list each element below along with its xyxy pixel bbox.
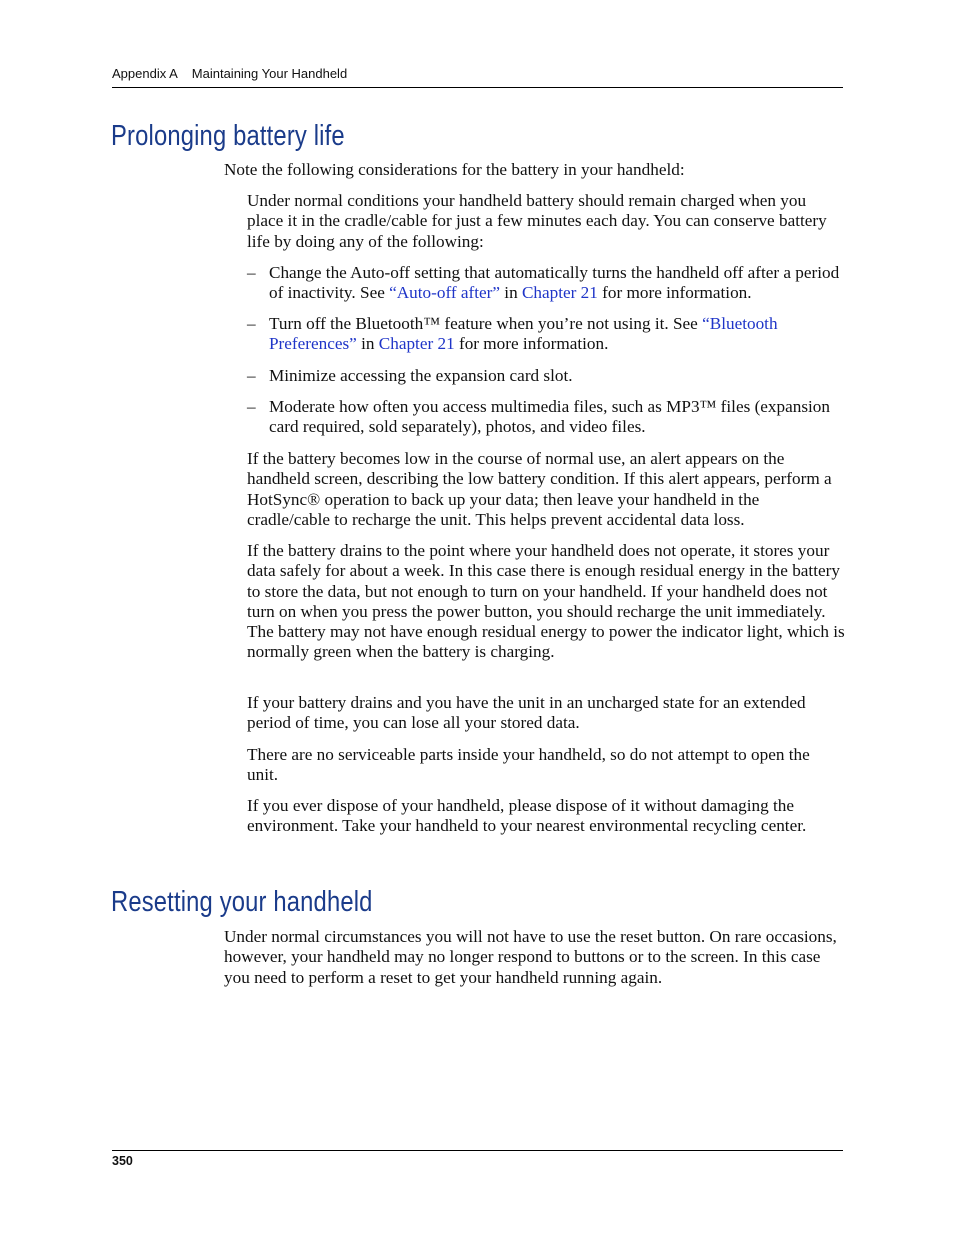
bullet-dash: – [247,263,256,282]
link-auto-off-after[interactable]: “Auto-off after” [389,283,500,303]
bullet-text: Minimize accessing the expansion card slot. [269,366,573,385]
paragraph-normal-conditions: Under normal conditions your handheld battery should remain charged when you place it in the cradle/cable for just a few minutes each day. You can conserve battery life by doing any of the following: [247,191,827,251]
link-bluetooth-preferences[interactable]: “Bluetooth Preferences” [269,314,778,354]
running-header [112,66,843,88]
header-chapter-title: Maintaining Your Handheld [191,66,348,81]
bullet-text: Moderate how often you access multimedia files, such as MP3™ files (expansion card required, sold separately), photos, and video files. [269,397,830,437]
bullet-dash: – [247,314,256,333]
bullet-expansion-slot [247,366,845,386]
paragraph-reset-intro: Under normal circumstances you will not have to use the reset button. On rare occasions, however, your handheld may no longer respond to buttons or to the screen. In this case you need to perform a reset to get your handheld running again. [224,927,837,987]
link-chapter-21[interactable]: Chapter 21 [521,283,598,303]
bullet-text: Turn off the Bluetooth™ feature when you’re not using it. See [269,314,703,333]
bullet-multimedia [247,397,845,438]
section-intro: Note the following considerations for the battery in your handheld: [224,160,685,179]
paragraph-battery-drains: If the battery drains to the point where your handheld does not operate, it stores your data safely for about a week. In this case there is enough residual energy in the battery to store the data, but not enough to turn on your handheld. If your handheld does not turn on when you press the power button, you should recharge the unit immediately. The battery may not have enough residual energy to power the indicator light, which is normally green when the battery is charging. [247,541,845,662]
bullet-dash: – [247,397,256,416]
page-number: 350 [112,1154,133,1168]
paragraph-serviceable-parts: There are no serviceable parts inside your handheld, so do not attempt to open the unit. [247,745,810,785]
section-title-resetting: Resetting your handheld [111,886,373,918]
bullet-text: Change the Auto-off setting that automatically turns the handheld off after a period of inactivity. See [269,263,840,303]
bullet-text: for more information. [454,334,609,354]
bullet-text: in [356,334,379,354]
paragraph-low-battery: If the battery becomes low in the course of normal use, an alert appears on the handheld screen, describing the low battery condition. If this alert appears, perform a HotSync® operation to back up your data; then leave your handheld in the cradle/cable to recharge the unit. This helps prevent accidental data loss. [247,449,832,529]
header-appendix: Appendix A [112,66,178,81]
paragraph-uncharged-state: If your battery drains and you have the unit in an uncharged state for an extended period of time, you can lose all your stored data. [247,693,806,733]
footer-rule [112,1150,843,1151]
bullet-text: for more information. [597,283,752,303]
paragraph-dispose: If you ever dispose of your handheld, please dispose of it without damaging the environment. Take your handheld to your nearest environmental recycling center. [247,796,807,836]
bullet-text: in [500,283,522,303]
section-title-battery: Prolonging battery life [111,120,345,152]
link-chapter-21[interactable]: Chapter 21 [378,334,455,354]
bullet-bluetooth [247,314,845,355]
bullet-auto-off [247,263,845,304]
bullet-dash: – [247,366,256,385]
